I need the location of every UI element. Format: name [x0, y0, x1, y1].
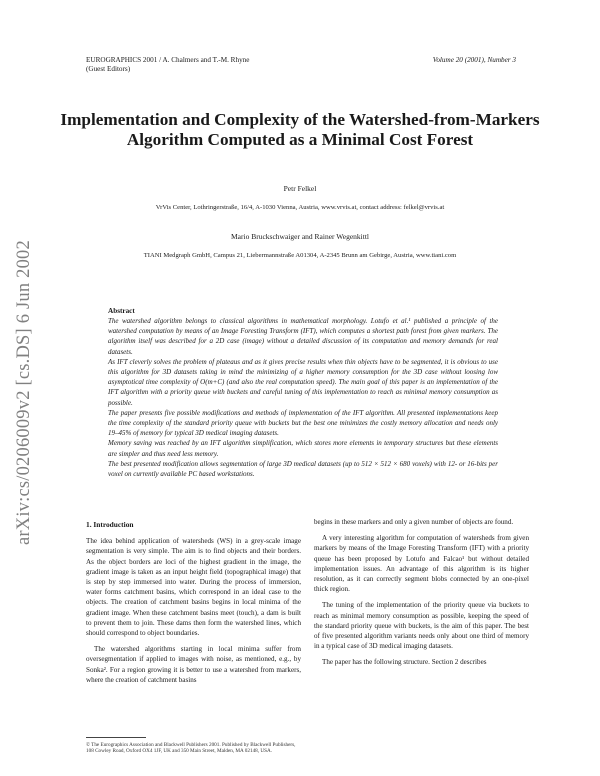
- title-line-1: Implementation and Complexity of the Watershed-from-Markers: [60, 110, 540, 129]
- author-2: Mario Bruckschwaiger and Rainer Wegenkittl: [231, 232, 369, 241]
- intro-paragraph-4: A very interesting algorithm for computation of watersheds from given markers by means of the Image Foresting Transform (IFT) with a priority queue has been proposed by Lotufo and Falcao¹ but without detailed implementation issues. An advantage of this algorithm is its higher resolution, as it can correctly segment blobs connected by an one-pixel thick region.: [314, 534, 529, 594]
- abstract-paragraph-4: Memory saving was reached by an IFT algorithm simplification, which stores more elements in temporary structures but these elements are simpler and thus need less memory.: [108, 439, 498, 458]
- abstract-block: [108, 306, 498, 479]
- affiliation-2: TIANI Medgraph GmbH, Campus 21, Liebermannstraße A01304, A-2345 Brunn am Gebirge, Austria, www.tiani.com: [143, 252, 457, 259]
- abstract-paragraph-3: The paper presents five possible modifications and methods of implementation of the IFT algorithm. All presented implementations keep the time complexity of the standard priority queue with buckets but the best one minimizes the costly memory allocation and needs only 19–45% of memory for typical 3D medical imaging datasets.: [108, 408, 498, 438]
- running-header-right: Volume 20 (2001), Number 3: [432, 56, 516, 64]
- footnote-divider: [86, 737, 146, 738]
- title-line-2: Algorithm Computed as a Minimal Cost Forest: [126, 130, 474, 149]
- section-heading-introduction: 1. Introduction: [86, 520, 134, 529]
- body-column-right: [314, 517, 529, 674]
- copyright-footnote: © The Eurographics Association and Blackwell Publishers 2001. Published by Blackwell Publishers, 108 Cowley Road, Oxford OX4 1JF, UK and 350 Main Street, Malden, MA 02148, USA.: [86, 742, 296, 755]
- intro-paragraph-2: The watershed algorithms starting in local minima suffer from oversegmentation if applied to images with noise, as mentioned, e.g., by Sonka². For a region growing it is better to use a watershed from markers, where the creation of catchment basins: [86, 645, 301, 684]
- abstract-heading: Abstract: [108, 307, 135, 315]
- abstract-paragraph-5: The best presented modification allows segmentation of large 3D medical datasets (up to 512 × 512 × 680 voxels) with 12- or 16-bits per voxel on currently available PC based workstations.: [108, 459, 498, 479]
- intro-paragraph-3: begins in these markers and only a given number of objects are found.: [314, 518, 514, 526]
- arxiv-stamp: arXiv:cs/0206009v2 [cs.DS] 6 Jun 2002: [14, 240, 34, 545]
- running-header-left: [86, 56, 249, 74]
- affiliation-1: VrVis Center, Lothringerstraße, 16/4, A-1030 Vienna, Austria, www.vrvis.at, contact address: felkel@vrvis.at: [155, 204, 445, 211]
- author-1: Petr Felkel: [283, 184, 317, 193]
- intro-paragraph-1: The idea behind application of watersheds (WS) in a grey-scale image segmentation is very simple. The aim is to find objects and their borders. As the object borders are loci of the highest gradient in the image, the gradient image is taken as an input height field (topographical image) that is step by step immersed into water. During the process of immersion, water forms catchment basins, which correspond in an ideal case to the objects. The creation of catchment basins begins in local minima of the gradient image. When these catchment basins meet (touch), a dam is built to prevent them to join. These dams then form the watershed lines, which should correspond to object boundaries.: [86, 537, 301, 638]
- intro-paragraph-5: The tuning of the implementation of the priority queue via buckets to reach as minimal memory consumption as possible, keeping the speed of the standard priority queue with buckets, is the aim of this paper. The best of five presented algorithm variants needs only about one third of memory in a typical case of 3D medical imaging datasets.: [314, 601, 529, 651]
- body-column-left: [86, 520, 301, 691]
- abstract-paragraph-1: The watershed algorithm belongs to classical algorithms in mathematical morphology. Lotufo et al.¹ published a principle of the watershed computation by means of an Image Foresting Transform (IFT), which computes a shortest path forest from given markers. The algorithm itself was described for a 2D case (image) without a detailed discussion of its computation and memory demands for real datasets.: [108, 317, 498, 356]
- abstract-paragraph-2: As IFT cleverly solves the problem of plateaus and as it gives precise results when thin objects have to be segmented, it is obvious to use this algorithm for 3D datasets taking in mind the minimizing of a higher memory consumption for the 3D case without loosing low asymptotical time complexity of O(m+C) (and also the real computation speed). The main goal of this paper is an implementation of the IFT algorithm with a priority queue with buckets and careful tuning of this implementation to reach as minimal memory consumption as possible.: [108, 357, 498, 407]
- editors-line: (Guest Editors): [86, 65, 131, 73]
- paper-title: [60, 110, 540, 150]
- intro-paragraph-6: The paper has the following structure. Section 2 describes: [322, 658, 487, 667]
- conference-line: EUROGRAPHICS 2001 / A. Chalmers and T.-M. Rhyne: [86, 56, 250, 64]
